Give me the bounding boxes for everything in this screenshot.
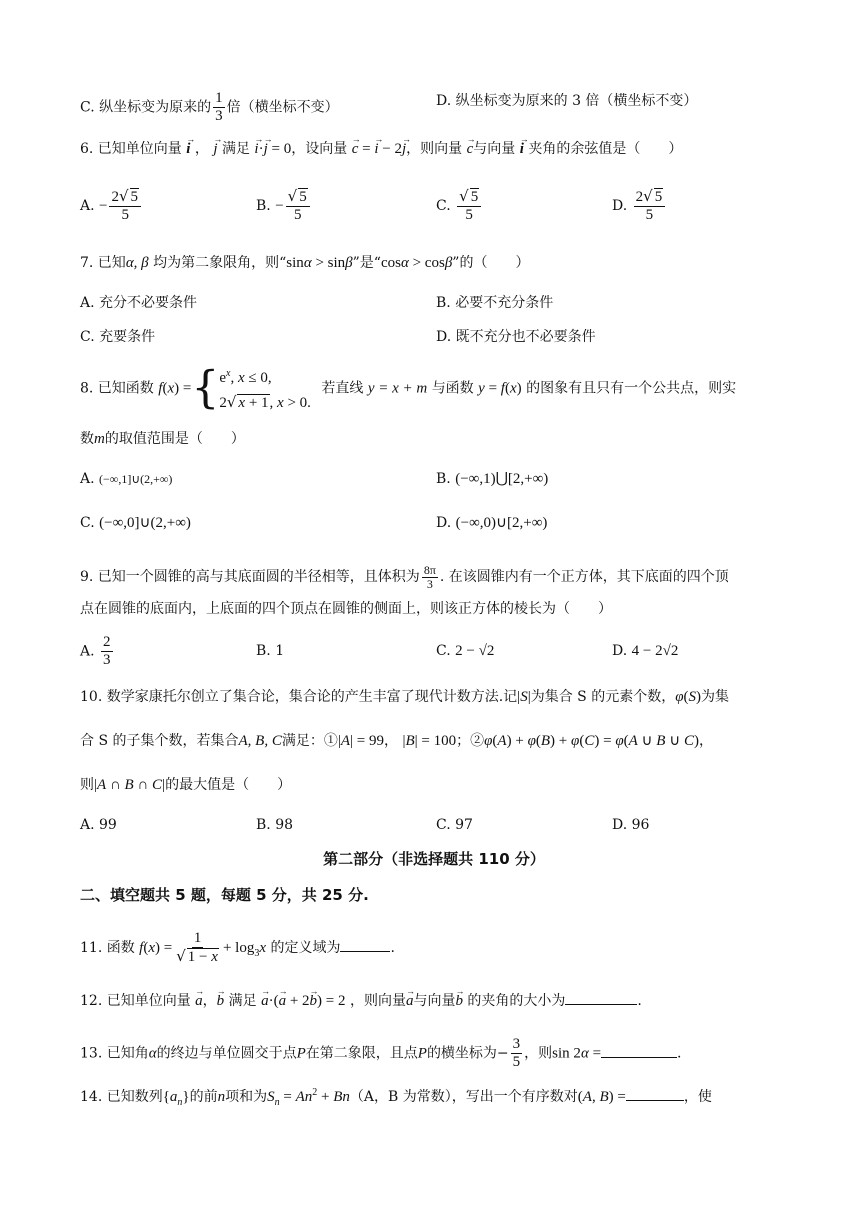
- q7-option-a: A. 充分不必要条件: [80, 295, 198, 311]
- part2-title: 第二部分（非选择题共 110 分）: [323, 850, 545, 868]
- q8-stem: 8. 已知函数 f(x) ={ $e^x$, x ≤ 0, 2√ x + 1, x > 0. 若直线 y = x + m 与函数 y = f(x) 的图象有且只有一个公共点，则实: [80, 362, 737, 414]
- answer-blank[interactable]: [626, 1086, 684, 1101]
- q8-option-d: D. (−∞,0)∪[2,+∞): [436, 515, 548, 531]
- fraction: $\frac{1}{3}$: [215, 90, 223, 124]
- q9-option-d: D. 4 − 2√2: [612, 643, 679, 659]
- q10-stem-line2: 合 S 的子集个数，若集合A, B, C满足：①|A| = 99， |B| = 100；②φ(A) + φ(B) + φ(C) = φ(A ∪ B ∪ C)，: [80, 733, 713, 749]
- q5-option-d: D. 纵坐标变为原来的 3 倍（横坐标不变）: [436, 93, 698, 109]
- q8-option-c: C. (−∞,0]∪(2,+∞): [80, 515, 191, 531]
- q10-option-d: D. 96: [612, 817, 650, 833]
- section2-heading: 二、填空题共 5 题，每题 5 分，共 25 分.: [80, 886, 369, 904]
- q6-option-c: C. $\frac{√ 5}{5}$: [436, 188, 483, 224]
- answer-blank[interactable]: [565, 990, 637, 1005]
- answer-blank[interactable]: [340, 937, 390, 952]
- q10-stem: 10. 数学家康托尔创立了集合论，集合论的产生丰富了现代计数方法.记|S|为集合 S 的元素个数，φ(S)为集: [80, 689, 730, 705]
- q10-stem-line3: 则|A ∩ B ∩ C|的最大值是（ ）: [80, 777, 292, 793]
- q10-option-a: A. 99: [80, 817, 117, 833]
- q9-stem: 9. 已知一个圆锥的高与其底面圆的半径相等，且体积为 $\frac{8\pi}{3}$ . 在该圆锥内有一个正方体，其下底面的四个顶: [80, 562, 729, 591]
- q9-stem-line2: 点在圆锥的底面内，上底面的四个顶点在圆锥的侧面上，则该正方体的棱长为（ ）: [80, 601, 612, 617]
- q7-option-b: B. 必要不充分条件: [436, 295, 554, 311]
- q8-option-a: A. (−∞,1]∪(2,+∞): [80, 471, 173, 487]
- q11-stem: 11. 函数 f(x) = $\frac{1}{√ 1 - x}$ + $\log_3x$ 的定义域为 .: [80, 930, 395, 965]
- q12-stem: 12. 已知单位向量 → a，→ b 满足 → a·(→ a + 2→ b) = 2 ，则向量→ a与向量→ b 的夹角的大小为 .: [80, 990, 808, 1012]
- q8-option-b: B. (−∞,1)⋃[2,+∞): [436, 471, 549, 487]
- q5-option-c: C. 纵坐标变为原来的 $\frac{1}{3}$ 倍（横坐标不变）: [80, 90, 339, 124]
- answer-blank[interactable]: [601, 1043, 677, 1058]
- q9-option-a: A. $\frac{2}{3}$: [80, 634, 111, 668]
- q6-stem: 6. 已知单位向量 → i ， → j 满足 → i·→ j = 0，设向量 → c = → i − 2→ j，则向量 → c与向量 → i 夹角的余弦值是（ ）: [80, 138, 808, 160]
- q6-option-a: A. − $\frac{2√ 5}{5}$: [80, 188, 143, 224]
- q10-option-b: B. 98: [256, 817, 294, 833]
- q13-stem: 13. 已知角α的终边与单位圆交于点P在第二象限，且点P的横坐标为− $\frac{3}{5}$ ，则sin 2α = .: [80, 1036, 682, 1070]
- q8-stem-line2: 数m的取值范围是（ ）: [80, 431, 245, 447]
- q14-stem: 14. 已知数列$\{a_n\}$的前n项和为$S_n = An^2 + Bn(A$，B 为常数），写出一个有序数对(A, B) = ，使: [80, 1087, 712, 1108]
- q9-option-c: C. 2 − √2: [436, 643, 495, 659]
- q10-option-c: C. 97: [436, 817, 473, 833]
- q7-option-d: D. 既不充分也不必要条件: [436, 329, 596, 345]
- q6-option-b: B. − $\frac{√ 5}{5}$: [256, 188, 312, 224]
- q7-option-c: C. 充要条件: [80, 329, 156, 345]
- q9-option-b: B. 1: [256, 643, 285, 659]
- q6-option-d: D. $\frac{2√ 5}{5}$: [612, 188, 667, 224]
- q7-stem: 7. 已知α, β 均为第二象限角，则“sinα > sinβ”是“cosα > cosβ”的（ ）: [80, 255, 530, 271]
